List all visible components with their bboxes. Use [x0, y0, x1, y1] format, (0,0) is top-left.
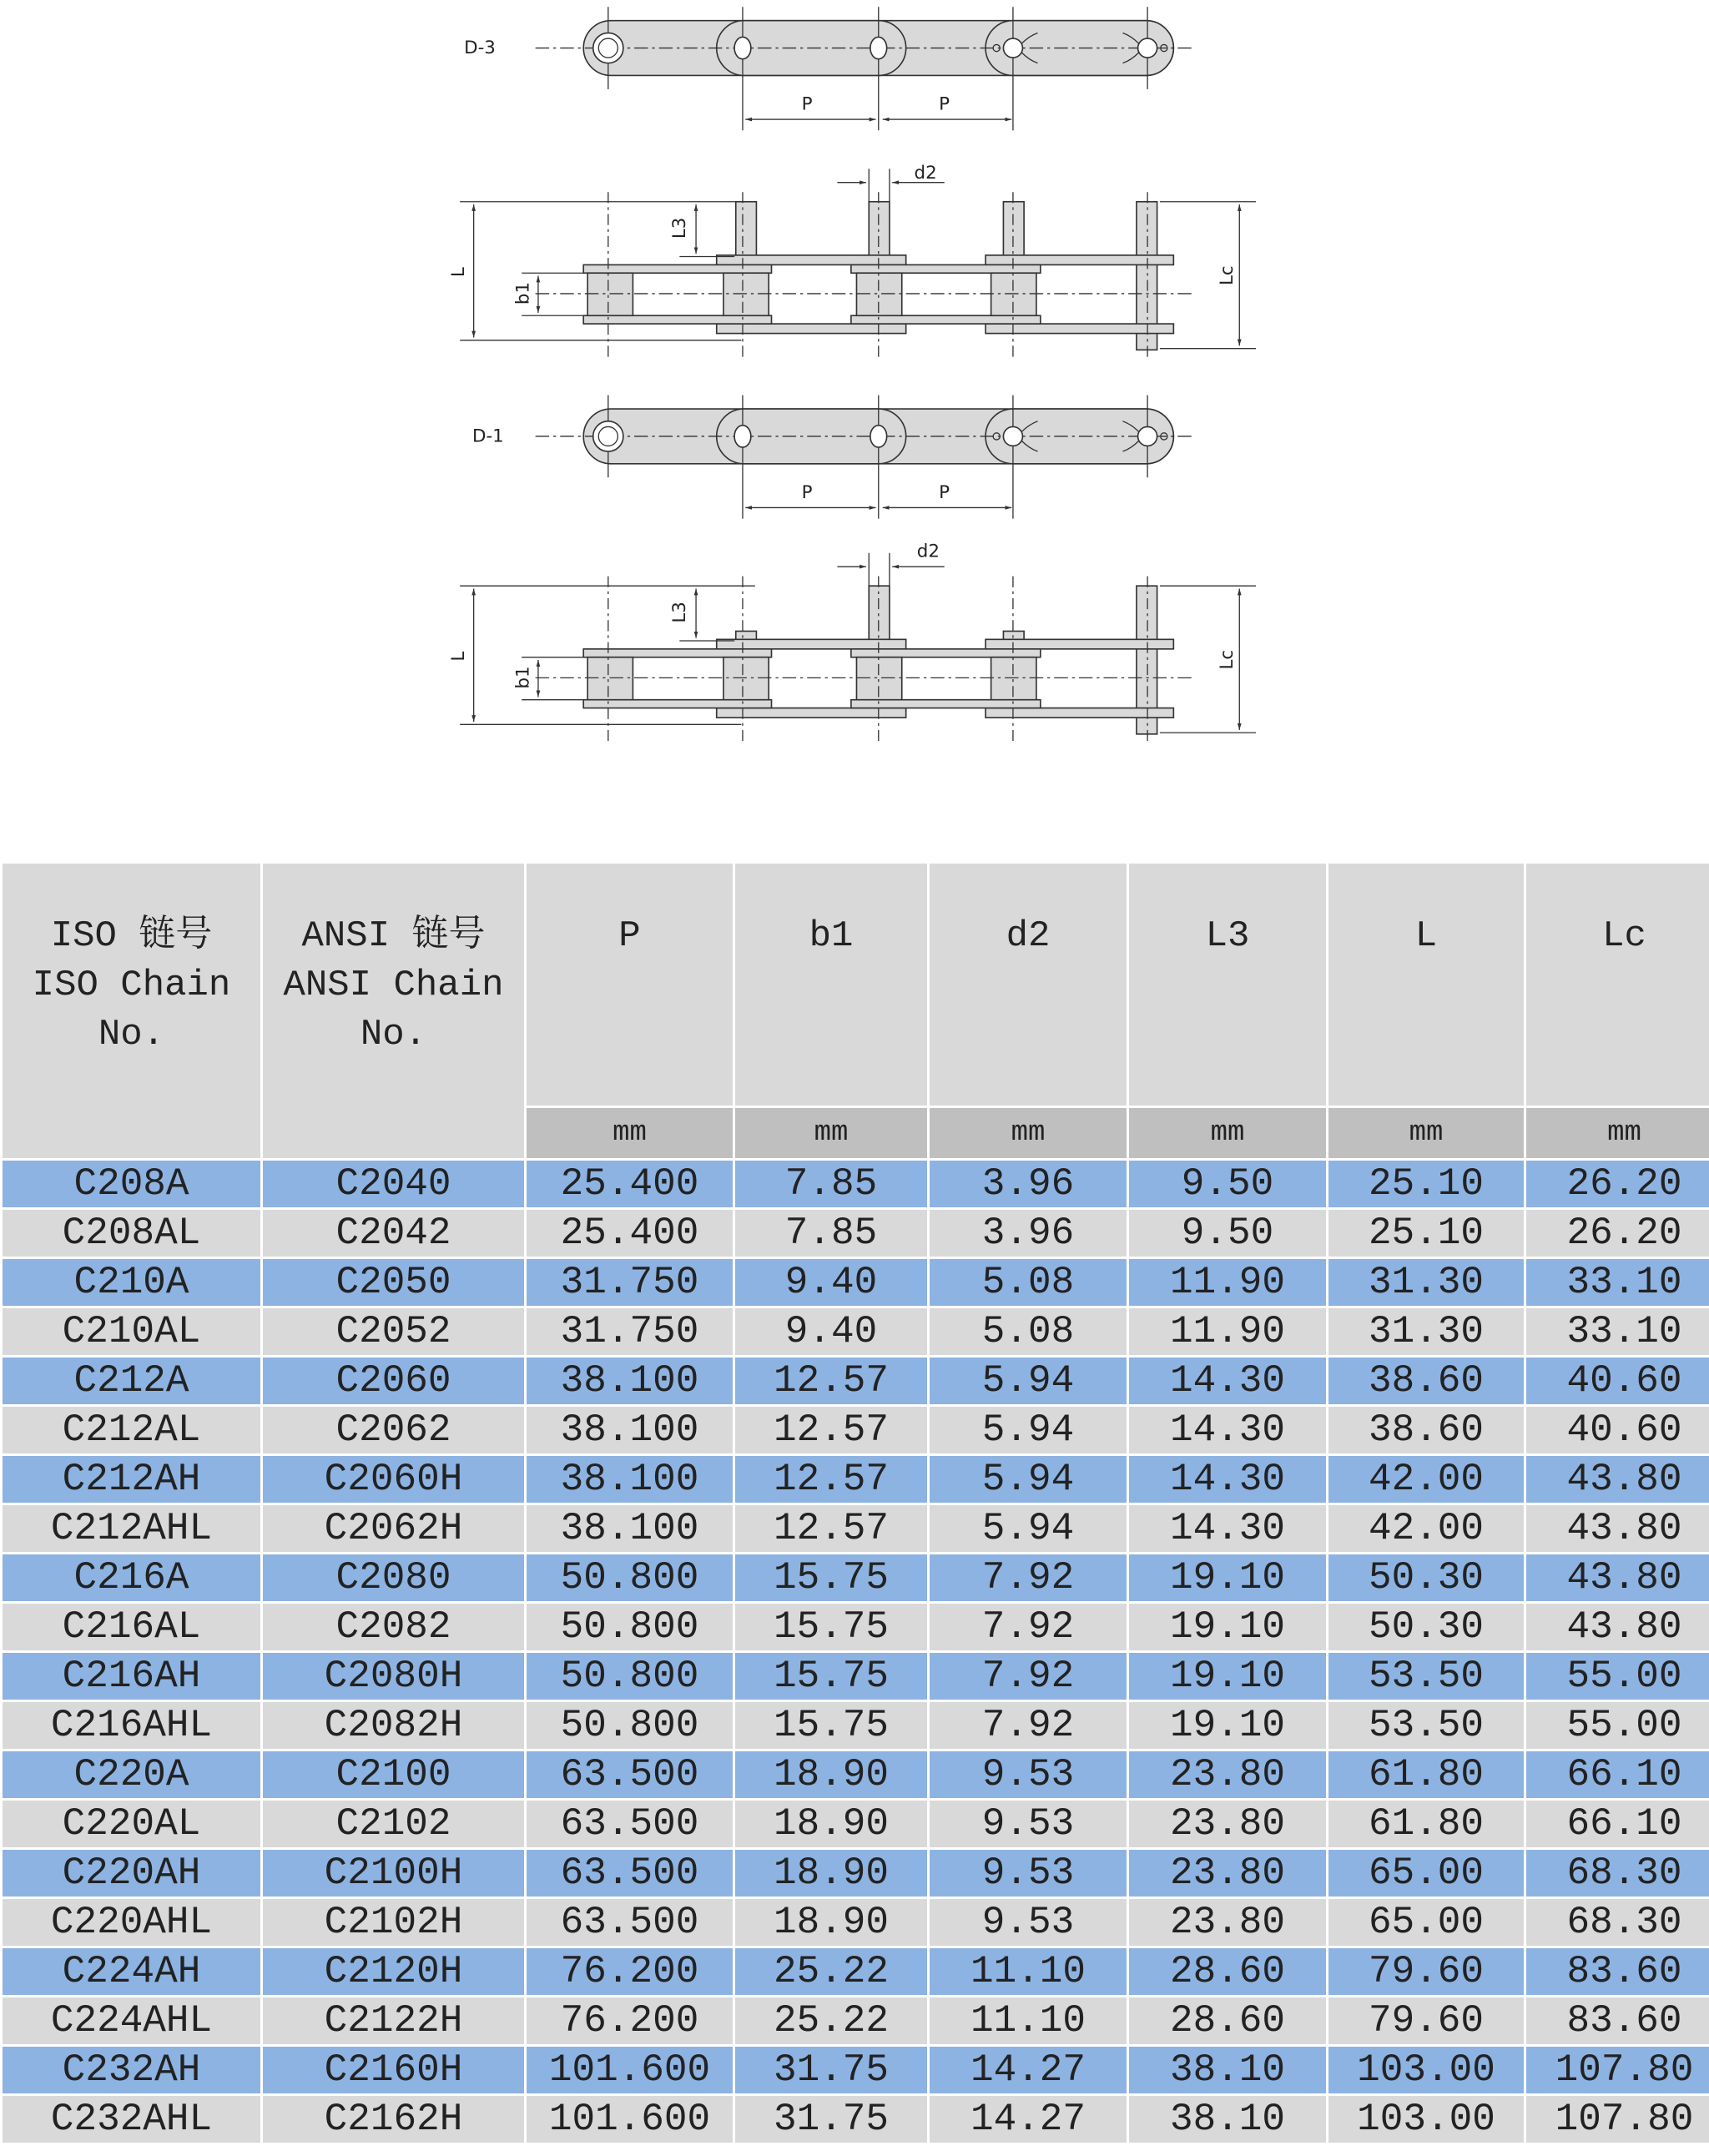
cell-b1: 25.22: [735, 1948, 927, 1995]
outer-plate-top: [717, 255, 906, 265]
cell-p: 63.500: [527, 1801, 733, 1847]
table-row: [3, 1456, 1709, 1503]
header-ansi-chain-no: [263, 864, 524, 1158]
outer-plate-bottom: [717, 324, 906, 334]
cell-iso: C210A: [3, 1259, 260, 1306]
inner-plate-bottom: [851, 700, 1041, 708]
table-row: [3, 1259, 1709, 1306]
header-line: ISO 链号: [50, 915, 213, 957]
table-row: [3, 1702, 1709, 1749]
cell-l: 25.10: [1328, 1210, 1524, 1257]
cell-b1: 31.75: [735, 2096, 927, 2143]
cell-iso: C232AH: [3, 2047, 260, 2093]
table-row: [3, 1604, 1709, 1650]
unit-p: mm: [527, 1108, 733, 1158]
cell-l3: 28.60: [1129, 1997, 1326, 2044]
cell-d2: 5.94: [930, 1505, 1127, 1552]
outer-plate-bottom: [986, 324, 1173, 334]
chain-spec-table: [0, 861, 1709, 2145]
cell-p: 38.100: [527, 1358, 733, 1404]
cell-d2: 5.08: [930, 1308, 1127, 1355]
table-row: [3, 1751, 1709, 1798]
cell-b1: 18.90: [735, 1751, 927, 1798]
cell-p: 50.800: [527, 1554, 733, 1601]
outer-plate-top: [986, 639, 1173, 649]
cell-lc: 40.60: [1526, 1407, 1709, 1453]
cell-lc: 66.10: [1526, 1801, 1709, 1847]
cell-iso: C208AL: [3, 1210, 260, 1257]
cell-b1: 15.75: [735, 1554, 927, 1601]
cell-l: 50.30: [1328, 1604, 1524, 1650]
cell-iso: C210AL: [3, 1308, 260, 1355]
cell-p: 63.500: [527, 1751, 733, 1798]
cell-iso: C220AHL: [3, 1899, 260, 1946]
cell-lc: 83.60: [1526, 1997, 1709, 2044]
cell-l: 79.60: [1328, 1997, 1524, 2044]
cell-lc: 43.80: [1526, 1456, 1709, 1503]
cell-l3: 19.10: [1129, 1604, 1326, 1650]
pitch-label: P: [939, 93, 950, 115]
header-line: No.: [360, 1014, 427, 1055]
unit-l3: mm: [1129, 1108, 1326, 1158]
header-line: ANSI Chain: [283, 965, 504, 1006]
cell-ansi: C2062H: [263, 1505, 524, 1552]
cell-iso: C224AHL: [3, 1997, 260, 2044]
b1-label: b1: [512, 281, 534, 305]
cell-l: 50.30: [1328, 1554, 1524, 1601]
cell-p: 25.400: [527, 1210, 733, 1257]
cell-ansi: C2060H: [263, 1456, 524, 1503]
cell-l: 38.60: [1328, 1358, 1524, 1404]
top-view-d3: [536, 7, 1194, 130]
cell-d2: 7.92: [930, 1653, 1127, 1700]
cell-iso: C212AHL: [3, 1505, 260, 1552]
cell-d2: 7.92: [930, 1554, 1127, 1601]
cell-b1: 9.40: [735, 1308, 927, 1355]
outer-plate-top: [986, 255, 1173, 265]
lc-label: Lc: [1217, 265, 1238, 286]
cell-d2: 3.96: [930, 1210, 1127, 1257]
header-lc: Lc: [1526, 864, 1709, 1106]
roller: [991, 657, 1036, 700]
cell-b1: 18.90: [735, 1801, 927, 1847]
cell-l: 25.10: [1328, 1161, 1524, 1207]
roller: [587, 657, 633, 700]
table-row: [3, 1801, 1709, 1847]
cell-l3: 23.80: [1129, 1751, 1326, 1798]
cell-l: 61.80: [1328, 1801, 1524, 1847]
b1-label: b1: [512, 666, 534, 689]
cell-p: 76.200: [527, 1997, 733, 2044]
cell-d2: 5.94: [930, 1358, 1127, 1404]
cell-b1: 12.57: [735, 1456, 927, 1503]
inner-plate-bottom: [583, 315, 771, 324]
l-label: L: [448, 267, 470, 278]
cell-l3: 14.30: [1129, 1505, 1326, 1552]
cell-ansi: C2082H: [263, 1702, 524, 1749]
header-p: P: [527, 864, 733, 1106]
cell-lc: 55.00: [1526, 1702, 1709, 1749]
d2-label: d2: [914, 162, 937, 184]
cell-l3: 11.90: [1129, 1308, 1326, 1355]
cell-ansi: C2102: [263, 1801, 524, 1847]
pin-hole: [734, 426, 751, 447]
cell-d2: 7.92: [930, 1604, 1127, 1650]
cell-p: 25.400: [527, 1161, 733, 1207]
cell-l: 31.30: [1328, 1308, 1524, 1355]
cell-b1: 18.90: [735, 1899, 927, 1946]
cell-d2: 5.94: [930, 1456, 1127, 1503]
table-row: [3, 1407, 1709, 1453]
cell-b1: 31.75: [735, 2047, 927, 2093]
cell-b1: 25.22: [735, 1997, 927, 2044]
inner-plate-top: [851, 649, 1041, 657]
cell-l: 65.00: [1328, 1850, 1524, 1897]
cell-l3: 19.10: [1129, 1653, 1326, 1700]
header-l: L: [1328, 864, 1524, 1106]
cell-l3: 11.90: [1129, 1259, 1326, 1306]
inner-plate-bottom: [583, 700, 771, 708]
cell-lc: 43.80: [1526, 1505, 1709, 1552]
cell-lc: 83.60: [1526, 1948, 1709, 1995]
cell-ansi: C2042: [263, 1210, 524, 1257]
cell-d2: 9.53: [930, 1899, 1127, 1946]
cell-p: 50.800: [527, 1702, 733, 1749]
table-row: [3, 1997, 1709, 2044]
cell-l: 79.60: [1328, 1948, 1524, 1995]
cell-lc: 66.10: [1526, 1751, 1709, 1798]
bushing-outer: [593, 421, 623, 451]
table-row: [3, 2096, 1709, 2143]
cell-l3: 19.10: [1129, 1554, 1326, 1601]
cell-ansi: C2102H: [263, 1899, 524, 1946]
cell-iso: C220AL: [3, 1801, 260, 1847]
side-view-1: [460, 169, 1256, 360]
cell-ansi: C2122H: [263, 1997, 524, 2044]
cell-p: 63.500: [527, 1899, 733, 1946]
cell-l3: 28.60: [1129, 1948, 1326, 1995]
header-iso-chain-no: [3, 864, 260, 1158]
inner-plate-bottom: [851, 315, 1041, 324]
cell-ansi: C2080H: [263, 1653, 524, 1700]
cell-ansi: C2162H: [263, 2096, 524, 2143]
roller: [991, 273, 1036, 315]
cell-d2: 7.92: [930, 1702, 1127, 1749]
cell-d2: 9.53: [930, 1801, 1127, 1847]
bushing-outer: [593, 33, 623, 63]
cell-lc: 26.20: [1526, 1161, 1709, 1207]
header-line: ISO Chain: [32, 965, 231, 1006]
cell-lc: 40.60: [1526, 1358, 1709, 1404]
cell-l: 103.00: [1328, 2096, 1524, 2143]
cell-l3: 23.80: [1129, 1899, 1326, 1946]
cell-d2: 14.27: [930, 2047, 1127, 2093]
cell-lc: 107.80: [1526, 2047, 1709, 2093]
cell-iso: C216AL: [3, 1604, 260, 1650]
table-row: [3, 1210, 1709, 1257]
cell-iso: C208A: [3, 1161, 260, 1207]
cell-p: 31.750: [527, 1308, 733, 1355]
l3-label: L3: [668, 217, 690, 239]
cell-l: 61.80: [1328, 1751, 1524, 1798]
table-row: [3, 1653, 1709, 1700]
pitch-label: P: [939, 481, 950, 503]
cell-b1: 9.40: [735, 1259, 927, 1306]
cell-iso: C232AHL: [3, 2096, 260, 2143]
inner-plate-top: [583, 649, 771, 657]
cell-l3: 14.30: [1129, 1358, 1326, 1404]
cell-d2: 9.53: [930, 1751, 1127, 1798]
table-row: [3, 1850, 1709, 1897]
cell-d2: 14.27: [930, 2096, 1127, 2143]
view-label-d1: D-1: [472, 426, 504, 447]
cell-l3: 9.50: [1129, 1210, 1326, 1257]
cell-l3: 19.10: [1129, 1702, 1326, 1749]
header-line: No.: [98, 1014, 165, 1055]
header-b1: b1: [735, 864, 927, 1106]
outer-plate-bottom: [717, 708, 906, 718]
cell-l3: 14.30: [1129, 1407, 1326, 1453]
outer-plate-bottom: [986, 708, 1173, 718]
cell-lc: 55.00: [1526, 1653, 1709, 1700]
cell-p: 101.600: [527, 2047, 733, 2093]
top-view-d1: [536, 395, 1194, 519]
cell-p: 38.100: [527, 1505, 733, 1552]
cell-iso: C216A: [3, 1554, 260, 1601]
cell-iso: C212AH: [3, 1456, 260, 1503]
cell-b1: 15.75: [735, 1702, 927, 1749]
cell-b1: 12.57: [735, 1505, 927, 1552]
cell-d2: 5.08: [930, 1259, 1127, 1306]
unit-d2: mm: [930, 1108, 1127, 1158]
table-row: [3, 1505, 1709, 1552]
cell-p: 31.750: [527, 1259, 733, 1306]
cell-p: 38.100: [527, 1456, 733, 1503]
cell-d2: 3.96: [930, 1161, 1127, 1207]
chain-dimension-diagram: [0, 0, 1709, 783]
cell-d2: 11.10: [930, 1948, 1127, 1995]
cell-iso: C216AH: [3, 1653, 260, 1700]
l3-label: L3: [668, 602, 690, 623]
cell-lc: 26.20: [1526, 1210, 1709, 1257]
cell-l: 42.00: [1328, 1456, 1524, 1503]
lc-label: Lc: [1217, 649, 1238, 670]
cell-l3: 23.80: [1129, 1801, 1326, 1847]
cell-l3: 9.50: [1129, 1161, 1326, 1207]
cell-lc: 33.10: [1526, 1308, 1709, 1355]
outer-plate-top: [717, 639, 906, 649]
cell-b1: 12.57: [735, 1407, 927, 1453]
pin-hole: [734, 37, 751, 58]
cell-lc: 43.80: [1526, 1604, 1709, 1650]
view-label-d3: D-3: [464, 38, 496, 59]
cell-l3: 38.10: [1129, 2096, 1326, 2143]
cell-d2: 5.94: [930, 1407, 1127, 1453]
inner-plate-top: [583, 264, 771, 273]
cell-l: 42.00: [1328, 1505, 1524, 1552]
cell-p: 50.800: [527, 1604, 733, 1650]
cell-lc: 33.10: [1526, 1259, 1709, 1306]
cell-d2: 11.10: [930, 1997, 1127, 2044]
cell-ansi: C2080: [263, 1554, 524, 1601]
cell-iso: C212A: [3, 1358, 260, 1404]
cell-p: 76.200: [527, 1948, 733, 1995]
cell-lc: 43.80: [1526, 1554, 1709, 1601]
roller: [856, 273, 901, 315]
l-label: L: [448, 651, 470, 662]
cotter-pin: [1003, 38, 1022, 58]
cell-p: 63.500: [527, 1850, 733, 1897]
pitch-label: P: [801, 93, 813, 115]
cell-ansi: C2100H: [263, 1850, 524, 1897]
header-l3: L3: [1129, 864, 1326, 1106]
cell-b1: 15.75: [735, 1604, 927, 1650]
cell-l: 38.60: [1328, 1407, 1524, 1453]
cell-d2: 9.53: [930, 1850, 1127, 1897]
cotter-pin: [1138, 426, 1157, 446]
cell-p: 38.100: [527, 1407, 733, 1453]
cell-l3: 38.10: [1129, 2047, 1326, 2093]
table-row: [3, 2047, 1709, 2093]
cell-l: 53.50: [1328, 1702, 1524, 1749]
cell-iso: C212AL: [3, 1407, 260, 1453]
cell-lc: 68.30: [1526, 1899, 1709, 1946]
cell-ansi: C2082: [263, 1604, 524, 1650]
pitch-label: P: [801, 481, 813, 503]
cell-l: 65.00: [1328, 1899, 1524, 1946]
cell-iso: C220AH: [3, 1850, 260, 1897]
cell-lc: 107.80: [1526, 2096, 1709, 2143]
cell-iso: C224AH: [3, 1948, 260, 1995]
table-row: [3, 1161, 1709, 1207]
table-row: [3, 1948, 1709, 1995]
cell-lc: 68.30: [1526, 1850, 1709, 1897]
cell-l3: 23.80: [1129, 1850, 1326, 1897]
unit-b1: mm: [735, 1108, 927, 1158]
cell-ansi: C2120H: [263, 1948, 524, 1995]
cell-ansi: C2050: [263, 1259, 524, 1306]
inner-plate-top: [851, 264, 1041, 273]
pin-hole: [870, 426, 887, 447]
cell-ansi: C2062: [263, 1407, 524, 1453]
cell-iso: C216AHL: [3, 1702, 260, 1749]
cell-l: 31.30: [1328, 1259, 1524, 1306]
table-row: [3, 1899, 1709, 1946]
unit-lc: mm: [1526, 1108, 1709, 1158]
cell-b1: 12.57: [735, 1358, 927, 1404]
cotter-pin: [1138, 38, 1157, 58]
cell-ansi: C2100: [263, 1751, 524, 1798]
side-view-2: [460, 553, 1256, 744]
roller: [723, 273, 769, 315]
cell-l: 103.00: [1328, 2047, 1524, 2093]
cell-p: 101.600: [527, 2096, 733, 2143]
unit-l: mm: [1328, 1108, 1524, 1158]
header-d2: d2: [930, 864, 1127, 1106]
cell-b1: 18.90: [735, 1850, 927, 1897]
cell-b1: 7.85: [735, 1210, 927, 1257]
cell-b1: 7.85: [735, 1161, 927, 1207]
cell-ansi: C2040: [263, 1161, 524, 1207]
cell-l: 53.50: [1328, 1653, 1524, 1700]
roller: [587, 273, 633, 315]
roller: [856, 657, 901, 700]
cell-l3: 14.30: [1129, 1456, 1326, 1503]
cotter-pin: [1003, 426, 1022, 446]
header-line: ANSI 链号: [301, 915, 486, 957]
cell-ansi: C2060: [263, 1358, 524, 1404]
table-body: [3, 1161, 1709, 2143]
roller: [723, 657, 769, 700]
d2-label: d2: [916, 541, 940, 562]
table-row: [3, 1308, 1709, 1355]
cell-p: 50.800: [527, 1653, 733, 1700]
cell-iso: C220A: [3, 1751, 260, 1798]
cell-ansi: C2052: [263, 1308, 524, 1355]
cell-b1: 15.75: [735, 1653, 927, 1700]
table-row: [3, 1358, 1709, 1404]
table-row: [3, 1554, 1709, 1601]
cell-ansi: C2160H: [263, 2047, 524, 2093]
pin-hole: [870, 37, 887, 58]
